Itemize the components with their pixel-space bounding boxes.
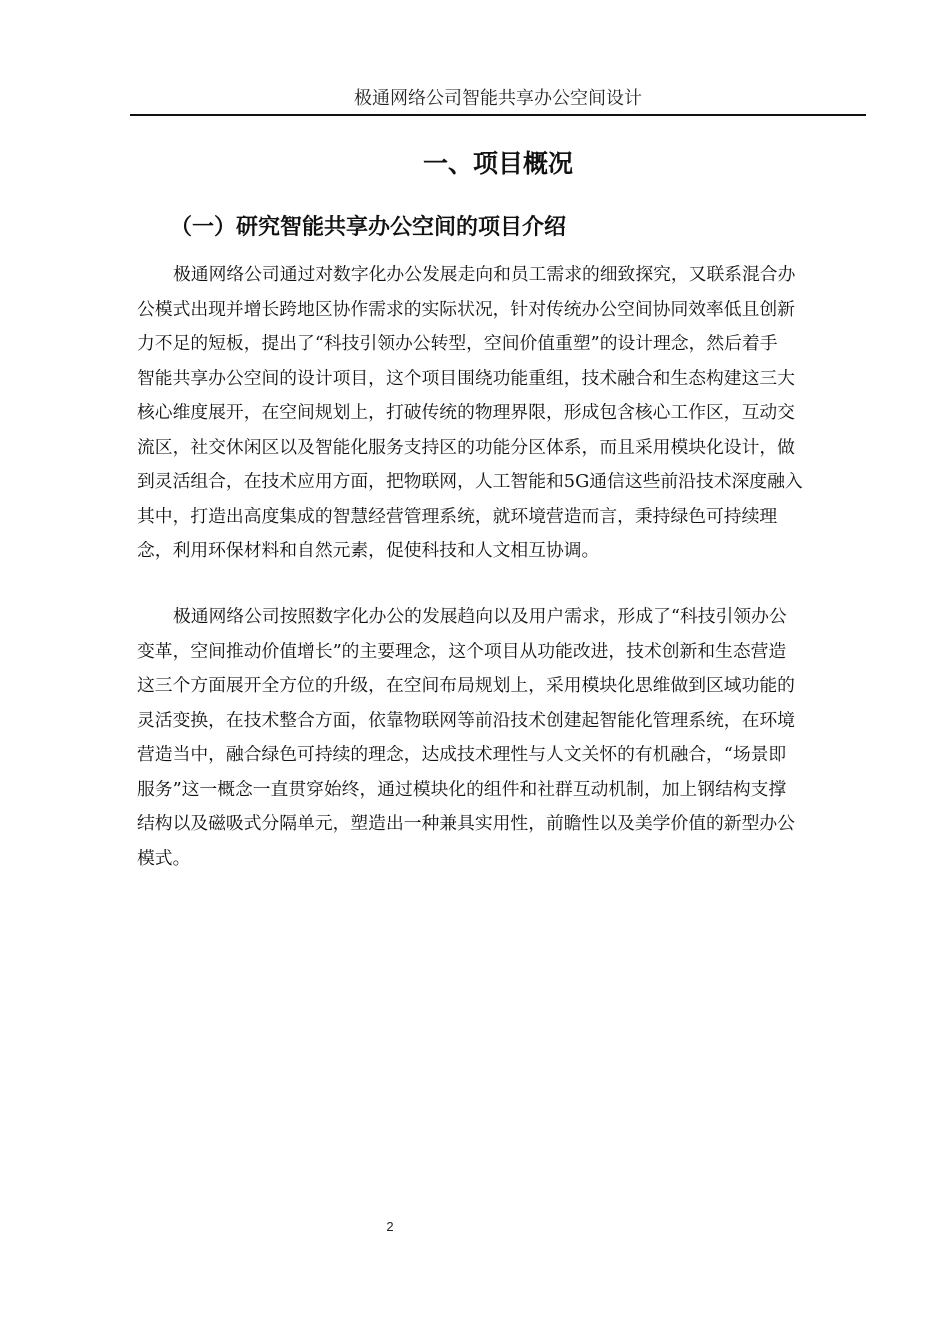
paragraph-line: 结构以及磁吸式分隔单元，塑造出一种兼具实用性，前瞻性以及美学价值的新型办公 <box>137 813 795 834</box>
paragraph-line: 服务”这一概念一直贯穿始终，通过模块化的组件和社群互动机制，加上钢结构支撑 <box>137 778 787 800</box>
paragraph-line: 模式。 <box>137 847 191 869</box>
paragraph-line: 极通网络公司按照数字化办公的发展趋向以及用户需求，形成了“科技引领办公 <box>173 606 787 627</box>
body-paragraph-1 <box>137 258 857 569</box>
paragraph-line: 变革，空间推动价值增长”的主要理念，这个项目从功能改进，技术创新和生态营造 <box>137 640 787 662</box>
paragraph-line: 核心维度展开，在空间规划上，打破传统的物理界限，形成包含核心工作区，互动交 <box>137 402 795 423</box>
paragraph-line: 极通网络公司通过对数字化办公发展走向和员工需求的细致探究，又联系混合办 <box>173 264 796 285</box>
header-rule <box>130 114 866 116</box>
paragraph-line: 营造当中，融合绿色可持续的理念，达成技术理性与人文关怀的有机融合，“场景即 <box>137 744 787 765</box>
paragraph-line: 智能共享办公空间的设计项目，这个项目围绕功能重组，技术融合和生态构建这三大 <box>137 367 795 389</box>
paragraph-line: 这三个方面展开全方位的升级，在空间布局规划上，采用模块化思维做到区域功能的 <box>137 675 795 696</box>
page-number: 2 <box>386 1219 394 1234</box>
paragraph-line: 到灵活组合，在技术应用方面，把物联网，人工智能和5G通信这些前沿技术深度融入 <box>137 471 803 492</box>
paragraph-line: 流区，社交休闲区以及智能化服务支持区的功能分区体系，而且采用模块化设计，做 <box>137 436 795 458</box>
body-paragraph-2 <box>137 600 857 876</box>
paragraph-line: 念，利用环保材料和自然元素，促使科技和人文相互协调。 <box>137 540 600 561</box>
paragraph-line: 公模式出现并增长跨地区协作需求的实际状况，针对传统办公空间协同效率低且创新 <box>137 298 795 320</box>
paragraph-line: 力不足的短板，提出了“科技引领办公转型，空间价值重塑”的设计理念，然后着手 <box>137 333 778 354</box>
subsection-heading: （一）研究智能共享办公空间的项目介绍 <box>170 215 567 240</box>
paragraph-line: 灵活变换，在技术整合方面，依靠物联网等前沿技术创建起智能化管理系统，在环境 <box>137 709 795 731</box>
paragraph-line: 其中，打造出高度集成的智慧经营管理系统，就环境营造而言，秉持绿色可持续理 <box>137 505 778 527</box>
section-heading: 一、项目概况 <box>422 149 573 178</box>
running-header: 极通网络公司智能共享办公空间设计 <box>354 88 642 109</box>
